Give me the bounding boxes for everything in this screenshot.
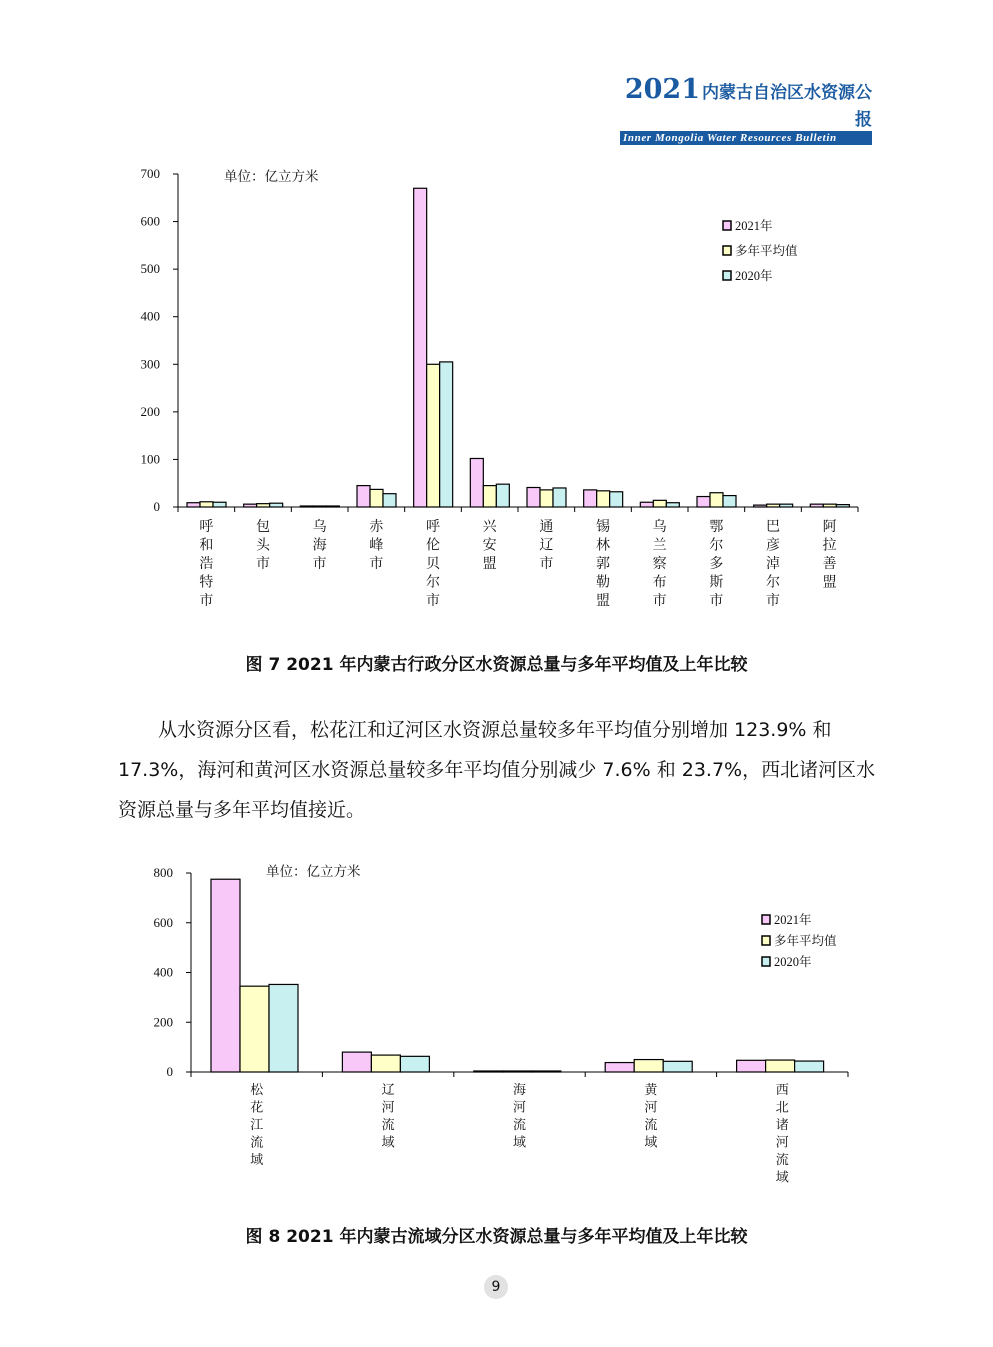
page-number: 9 <box>484 1275 508 1299</box>
bar-2020 <box>326 506 339 507</box>
chart-river-basins <box>0 860 993 1210</box>
figure7-caption: 图 7 2021 年内蒙古行政分区水资源总量与多年平均值及上年比较 <box>245 655 748 675</box>
bar-average <box>823 504 836 507</box>
y-tick-label: 200 <box>153 1014 173 1030</box>
bar-2020 <box>666 503 679 507</box>
bulletin-year: 2021 <box>624 74 700 105</box>
bar-2020 <box>610 492 623 507</box>
bar-2021 <box>527 487 540 507</box>
x-category-label: 鄂尔多斯市 <box>709 520 724 609</box>
bar-average <box>257 504 270 507</box>
x-category-label: 锡林郭勒盟 <box>596 520 610 609</box>
bar-2021 <box>697 497 710 507</box>
y-tick-label: 600 <box>153 914 173 930</box>
bar-average <box>653 500 666 507</box>
bar-2020 <box>836 505 849 507</box>
x-category-label: 乌兰察布市 <box>652 520 667 609</box>
bar-2021 <box>584 490 597 507</box>
x-category-label: 西北诸河流域 <box>775 1082 789 1185</box>
bar-2021 <box>211 879 240 1072</box>
legend-swatch <box>723 271 731 280</box>
x-category-label: 黄河流域 <box>644 1082 658 1150</box>
bar-average <box>634 1060 663 1072</box>
bar-average <box>427 364 440 507</box>
bar-average <box>540 490 553 507</box>
x-category-label: 包头市 <box>256 520 270 572</box>
bar-average <box>240 986 269 1072</box>
x-category-label: 阿拉善盟 <box>822 520 837 591</box>
bar-2020 <box>400 1056 429 1072</box>
bar-2021 <box>810 504 823 507</box>
legend-label: 多年平均值 <box>735 244 798 258</box>
bar-2021 <box>244 504 257 507</box>
bar-average <box>710 493 723 507</box>
x-category-label: 兴安盟 <box>482 520 497 572</box>
body-paragraph: 从水资源分区看，松花江和辽河区水资源总量较多年平均值分别增加 123.9% 和 17.3%，海河和黄河区水资源总量较多年平均值分别减少 7.6% 和 23.7%，西北诸河区水资源总量与多年平均值接近。 <box>118 719 876 821</box>
bar-2020 <box>532 1071 561 1072</box>
x-category-label: 松花江流域 <box>250 1082 264 1167</box>
legend-label: 2021年 <box>735 219 773 233</box>
y-tick-label: 0 <box>166 1064 173 1079</box>
y-tick-label: 400 <box>153 964 173 980</box>
bar-2021 <box>187 503 200 507</box>
bulletin-title-en: Inner Mongolia Water Resources Bulletin <box>620 131 872 145</box>
bulletin-header <box>620 74 872 145</box>
bar-average <box>483 486 496 507</box>
legend-label: 2020年 <box>774 955 812 969</box>
bar-2020 <box>269 984 298 1072</box>
bar-average <box>503 1071 532 1072</box>
chart-admin-regions <box>0 160 993 630</box>
bar-2021 <box>300 506 313 507</box>
bar-2020 <box>440 362 453 507</box>
legend-label: 2020年 <box>735 269 773 283</box>
figure8-caption: 图 8 2021 年内蒙古流域分区水资源总量与多年平均值及上年比较 <box>245 1227 748 1247</box>
y-tick-label: 300 <box>140 356 160 372</box>
y-tick-label: 800 <box>153 865 173 880</box>
legend-swatch <box>723 246 731 255</box>
legend-label: 多年平均值 <box>774 934 837 948</box>
bulletin-title <box>620 74 872 130</box>
y-tick-label: 0 <box>153 499 160 514</box>
legend-swatch <box>762 957 770 966</box>
y-tick-label: 500 <box>140 261 160 277</box>
y-tick-label: 100 <box>140 451 160 467</box>
x-category-label: 呼伦贝尔市 <box>426 520 440 609</box>
bar-2021 <box>414 188 427 507</box>
bar-2021 <box>342 1052 371 1072</box>
y-tick-label: 200 <box>140 403 160 419</box>
bar-2021 <box>754 505 767 507</box>
bar-2020 <box>383 494 396 507</box>
x-category-label: 通辽市 <box>539 520 554 572</box>
x-category-label: 辽河流域 <box>381 1082 395 1150</box>
bar-average <box>200 502 213 507</box>
bar-2021 <box>470 458 483 507</box>
bar-2021 <box>737 1060 766 1072</box>
y-tick-label: 700 <box>140 166 160 181</box>
bar-average <box>370 489 383 507</box>
unit-label: 单位：亿立方米 <box>266 864 361 879</box>
bar-2021 <box>640 502 653 507</box>
legend-swatch <box>762 936 770 945</box>
x-category-label: 海河流域 <box>512 1082 527 1150</box>
bar-2020 <box>270 503 283 507</box>
bar-2021 <box>357 486 370 507</box>
x-category-label: 乌海市 <box>312 520 327 572</box>
bar-2020 <box>496 484 509 507</box>
bar-average <box>766 1060 795 1072</box>
bar-2020 <box>663 1061 692 1072</box>
x-category-label: 赤峰市 <box>369 520 384 572</box>
bar-average <box>597 491 610 507</box>
bulletin-title-cn: 内蒙古自治区水资源公报 <box>702 83 872 130</box>
legend-label: 2021年 <box>774 913 812 927</box>
y-tick-label: 400 <box>140 308 160 324</box>
legend-swatch <box>762 915 770 924</box>
unit-label: 单位：亿立方米 <box>224 169 319 184</box>
bar-average <box>371 1055 400 1072</box>
bar-2021 <box>605 1063 634 1072</box>
y-tick-label: 600 <box>140 213 160 229</box>
x-category-label: 呼和浩特市 <box>199 520 214 609</box>
bar-2021 <box>474 1071 503 1072</box>
legend-swatch <box>723 221 731 230</box>
bar-2020 <box>723 496 736 507</box>
bar-average <box>313 506 326 507</box>
bar-2020 <box>213 502 226 507</box>
x-category-label: 巴彦淖尔市 <box>766 520 780 609</box>
bar-average <box>767 504 780 507</box>
bar-2020 <box>553 488 566 507</box>
bar-2020 <box>780 504 793 507</box>
bar-2020 <box>795 1061 824 1072</box>
